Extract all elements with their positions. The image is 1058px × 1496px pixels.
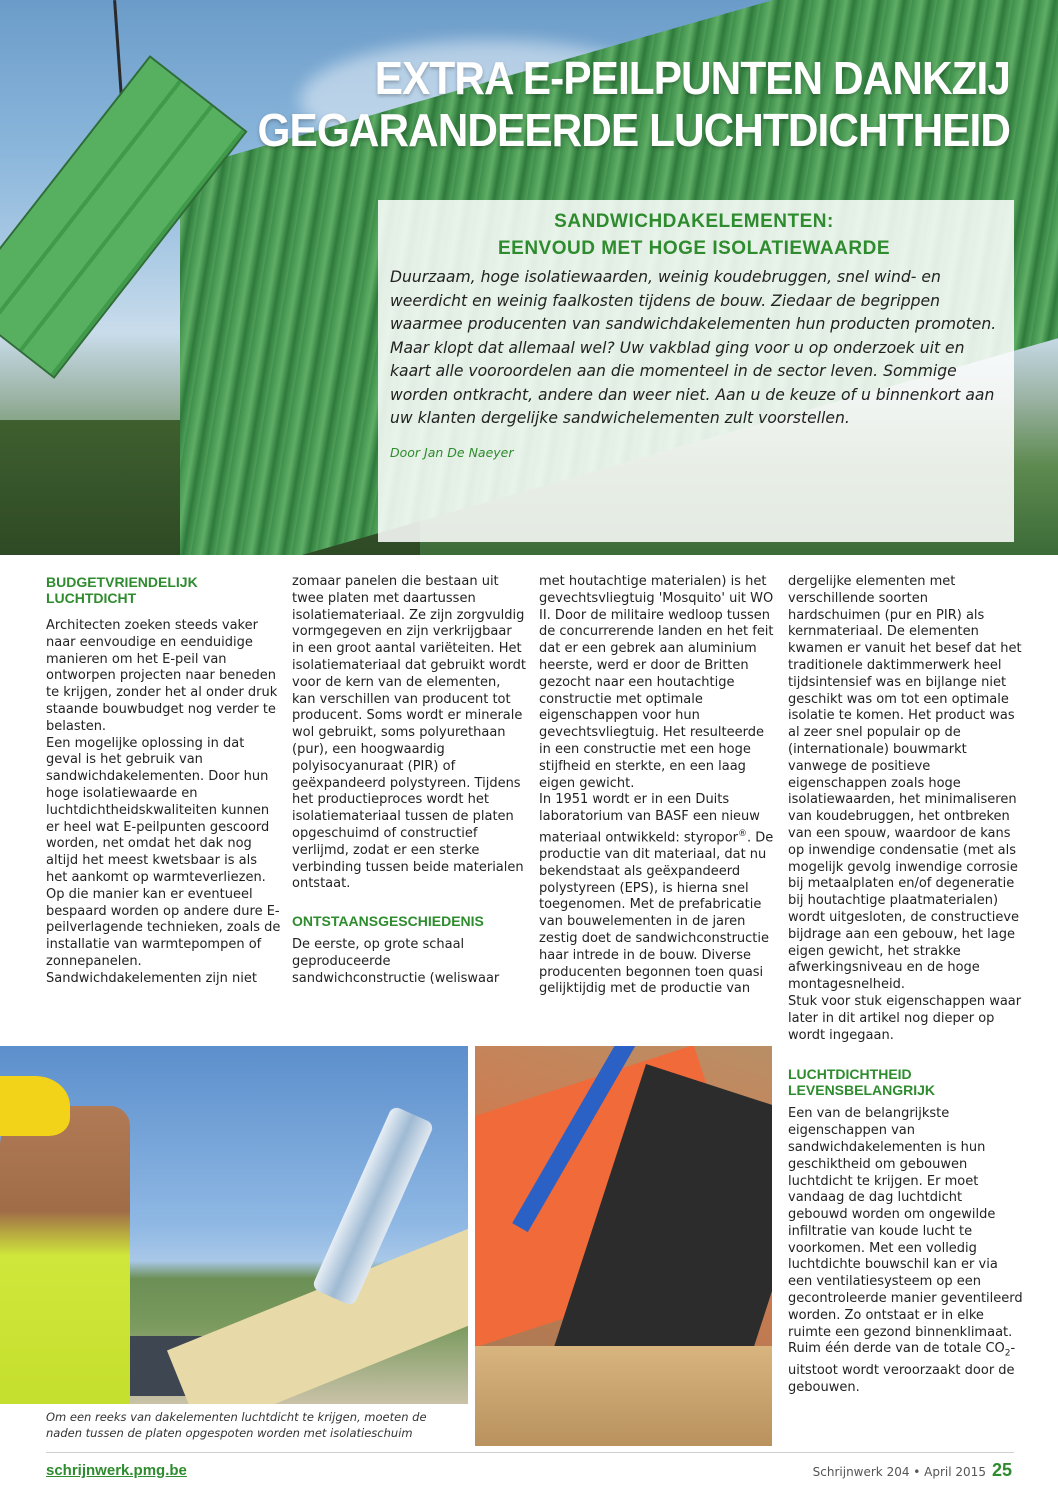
intro-heading-line-2: EENVOUD MET HOGE ISOLATIEWAARDE [497,238,890,259]
paragraph: De eerste, op grote schaal geproduceerde sandwichconstructie (weliswaar [292,937,500,986]
page-number: 25 [991,1460,1012,1480]
section-heading-budget: BUDGETVRIENDELIJK LUCHTDICHT [46,574,198,606]
text-run: Een van de belangrijkste eigenschappen van sandwichdakelementen is hun geschiktheid om gebouwen luchtdicht te krijgen. Er moet vandaag de dag luchtdicht gebouwd worden om ongewilde infiltratie van koude lucht te voorkomen. Met een volledig luchtdichte bouwschil kan er via een ventilatiesysteem op een gecontroleerde manier geventileerd worden. Zo ontstaat er in elke ruimte een gezond binnenklimaat. Ruim één derde van de totale CO [788,1106,1023,1357]
article-title [182,52,1010,156]
section-heading-history: ONTSTAANSGESCHIEDENIS [292,913,484,930]
helmet [0,1076,70,1136]
column-4 [788,574,1023,1396]
registered-mark: ® [738,828,747,839]
paragraph [788,1106,1023,1396]
intro-heading [390,208,998,262]
column-1 [46,574,281,988]
paragraph: Een mogelijke oplossing in dat geval is het gebruik van sandwichdakelementen. Door hun hoge isolatiewaarde en luchtdichtheidskwaliteiten kunnen er heel wat E-peilpunten gescoord worden, net omdat het dak nog altijd het meest kwetsbaar is als het aankomt op warmteverliezen. Op die manier kan er eventueel bespaard worden op andere dure E-peilverlagende technieken, zoals de installatie van warmtepompen of zonnepanelen. [46,735,281,969]
photo-caption: Om een reeks van dakelementen luchtdicht te krijgen, moeten de naden tussen de platen opgespoten worden met isolatieschuim [46,1410,427,1440]
footer-site-link[interactable]: schrijnwerk.pmg.be [46,1462,187,1479]
intro-heading-line-1: SANDWICHDAKELEMENTEN: [554,211,834,232]
worker [0,1106,130,1404]
intro-box [378,200,1014,542]
text-run: -uitstoot wordt veroorzaakt door de gebouwen. [788,1341,1016,1395]
paragraph: Stuk voor stuk eigenschappen waar later in dit artikel nog dieper op wordt ingegaan. [788,993,1022,1043]
byline: Door Jan De Naeyer [390,444,514,460]
paragraph [539,792,774,998]
paragraph: met houtachtige materialen) is het gevechtsvliegtuig 'Mosquito' uit WO II. Door de militaire wedloop tussen de concurrerende landen en het feit dat er een gebrek aan aluminium heerste, werd er door de Britten gezocht naar een houtachtige constructie met optimale eigenschappen voor hun gevechtsvliegtuig. Het resulteerde in een constructie met een hoge stijfheid en sterkte, en een laag eigen gewicht. [539,574,774,791]
text-run: In 1951 wordt er in een Duits laboratorium van BASF een nieuw materiaal ontwikkeld: styropor [539,792,760,846]
photo-worker-foam [0,1046,468,1404]
wood-beam [475,1346,772,1446]
subscript-2: 2 [1004,1349,1011,1360]
column-2 [292,574,527,988]
title-line-2: GEGARANDEERDE LUCHTDICHTHEID [257,104,1010,156]
column-3 [539,574,774,998]
paragraph: Sandwichdakelementen zijn niet [46,970,257,986]
roof-board [167,1208,468,1404]
paragraph: dergelijke elementen met verschillende soorten hardschuimen (pur en PIR) als kernmateriaal. De elementen kwamen er vanuit het besef dat het traditionele daktimmerwerk heel tijdsintensief was en bijlange niet geschikt was om tot een optimale isolatie te komen. Het product was al zeer snel populair op de (internationale) bouwmarkt vanwege de positieve eigenschappen zoals hoge isolatiewaarden, het minimaliseren van koudebruggen, het ontbreken van een spouw, waardoor de kans op inwendige condensatie (met als mogelijk gevolg inwendige corrosie bij metaalplaten en/of degeneratie bij houtachtige plaatmaterialen) wordt uitgesloten, de constructieve bijdrage aan een gebouw, het lage eigen gewicht, het strakke afwerkingsniveau en de hoge montagesnelheid. [788,574,1022,993]
section-heading-airtight: LUCHTDICHTHEID LEVENSBELANGRIJK [788,1066,936,1099]
title-line-1: EXTRA E-PEILPUNTEN DANKZIJ [374,52,1010,104]
paragraph: zomaar panelen die bestaan uit twee platen met daartussen isolatiemateriaal. Ze zijn zorgvuldig vormgegeven en zijn verkrijgbaar in een groot aantal variëteiten. Het isolatiemateriaal dat gebruikt wordt voor de kern van de elementen, kan verschillen van producent tot producent. Soms wordt er minerale wol gebruikt, soms polyurethaan (pur), een hoogwaardig polyisocyanuraat (PIR) of geëxpandeerd polystyreen. Tijdens het productieproces wordt het isolatiemateriaal tussen de platen opgeschuimd of constructief verlijmd, zodat er een sterke verbinding tussen beide materialen ontstaat. [292,574,526,892]
photo-panel-detail [475,1046,772,1446]
intro-lead: Duurzaam, hoge isolatiewaarden, weinig koudebruggen, snel wind- en weerdicht en weinig faalkosten tijdens de bouw. Ziedaar de begrippen waarmee producenten van sandwichdakelementen hun producten promoten. Maar klopt dat allemaal wel? Uw vakblad ging voor u op onderzoek uit en kaart alle vooroordelen aan die momenteel in de sector leven. Sommige worden ontkracht, andere dan weer niet. Aan u de keuze of u binnenkort aan uw klanten dergelijke sandwichelementen zult voorstellen. [390,268,997,427]
footer-issue [813,1460,1012,1481]
issue-label: Schrijnwerk 204 • April 2015 [812,1465,986,1479]
footer-divider [46,1452,1014,1453]
text-run: . De productie van dit materiaal, dat nu bekendstaat als geëxpandeerd polystyreen (EPS), is hierna snel toegenomen. Met de prefabricatie van bouwelementen in de jaren zestig doet de sandwichconstructie haar intrede in de bouw. Diverse producenten begonnen toen quasi gelijktijdig met de productie van [539,830,774,997]
paragraph: Architecten zoeken steeds vaker naar eenvoudige en eenduidige manieren om het E-peil van ontworpen projecten naar beneden te krijgen, zonder het al onder druk staande bouwbudget nog verder te belasten. [46,618,278,734]
